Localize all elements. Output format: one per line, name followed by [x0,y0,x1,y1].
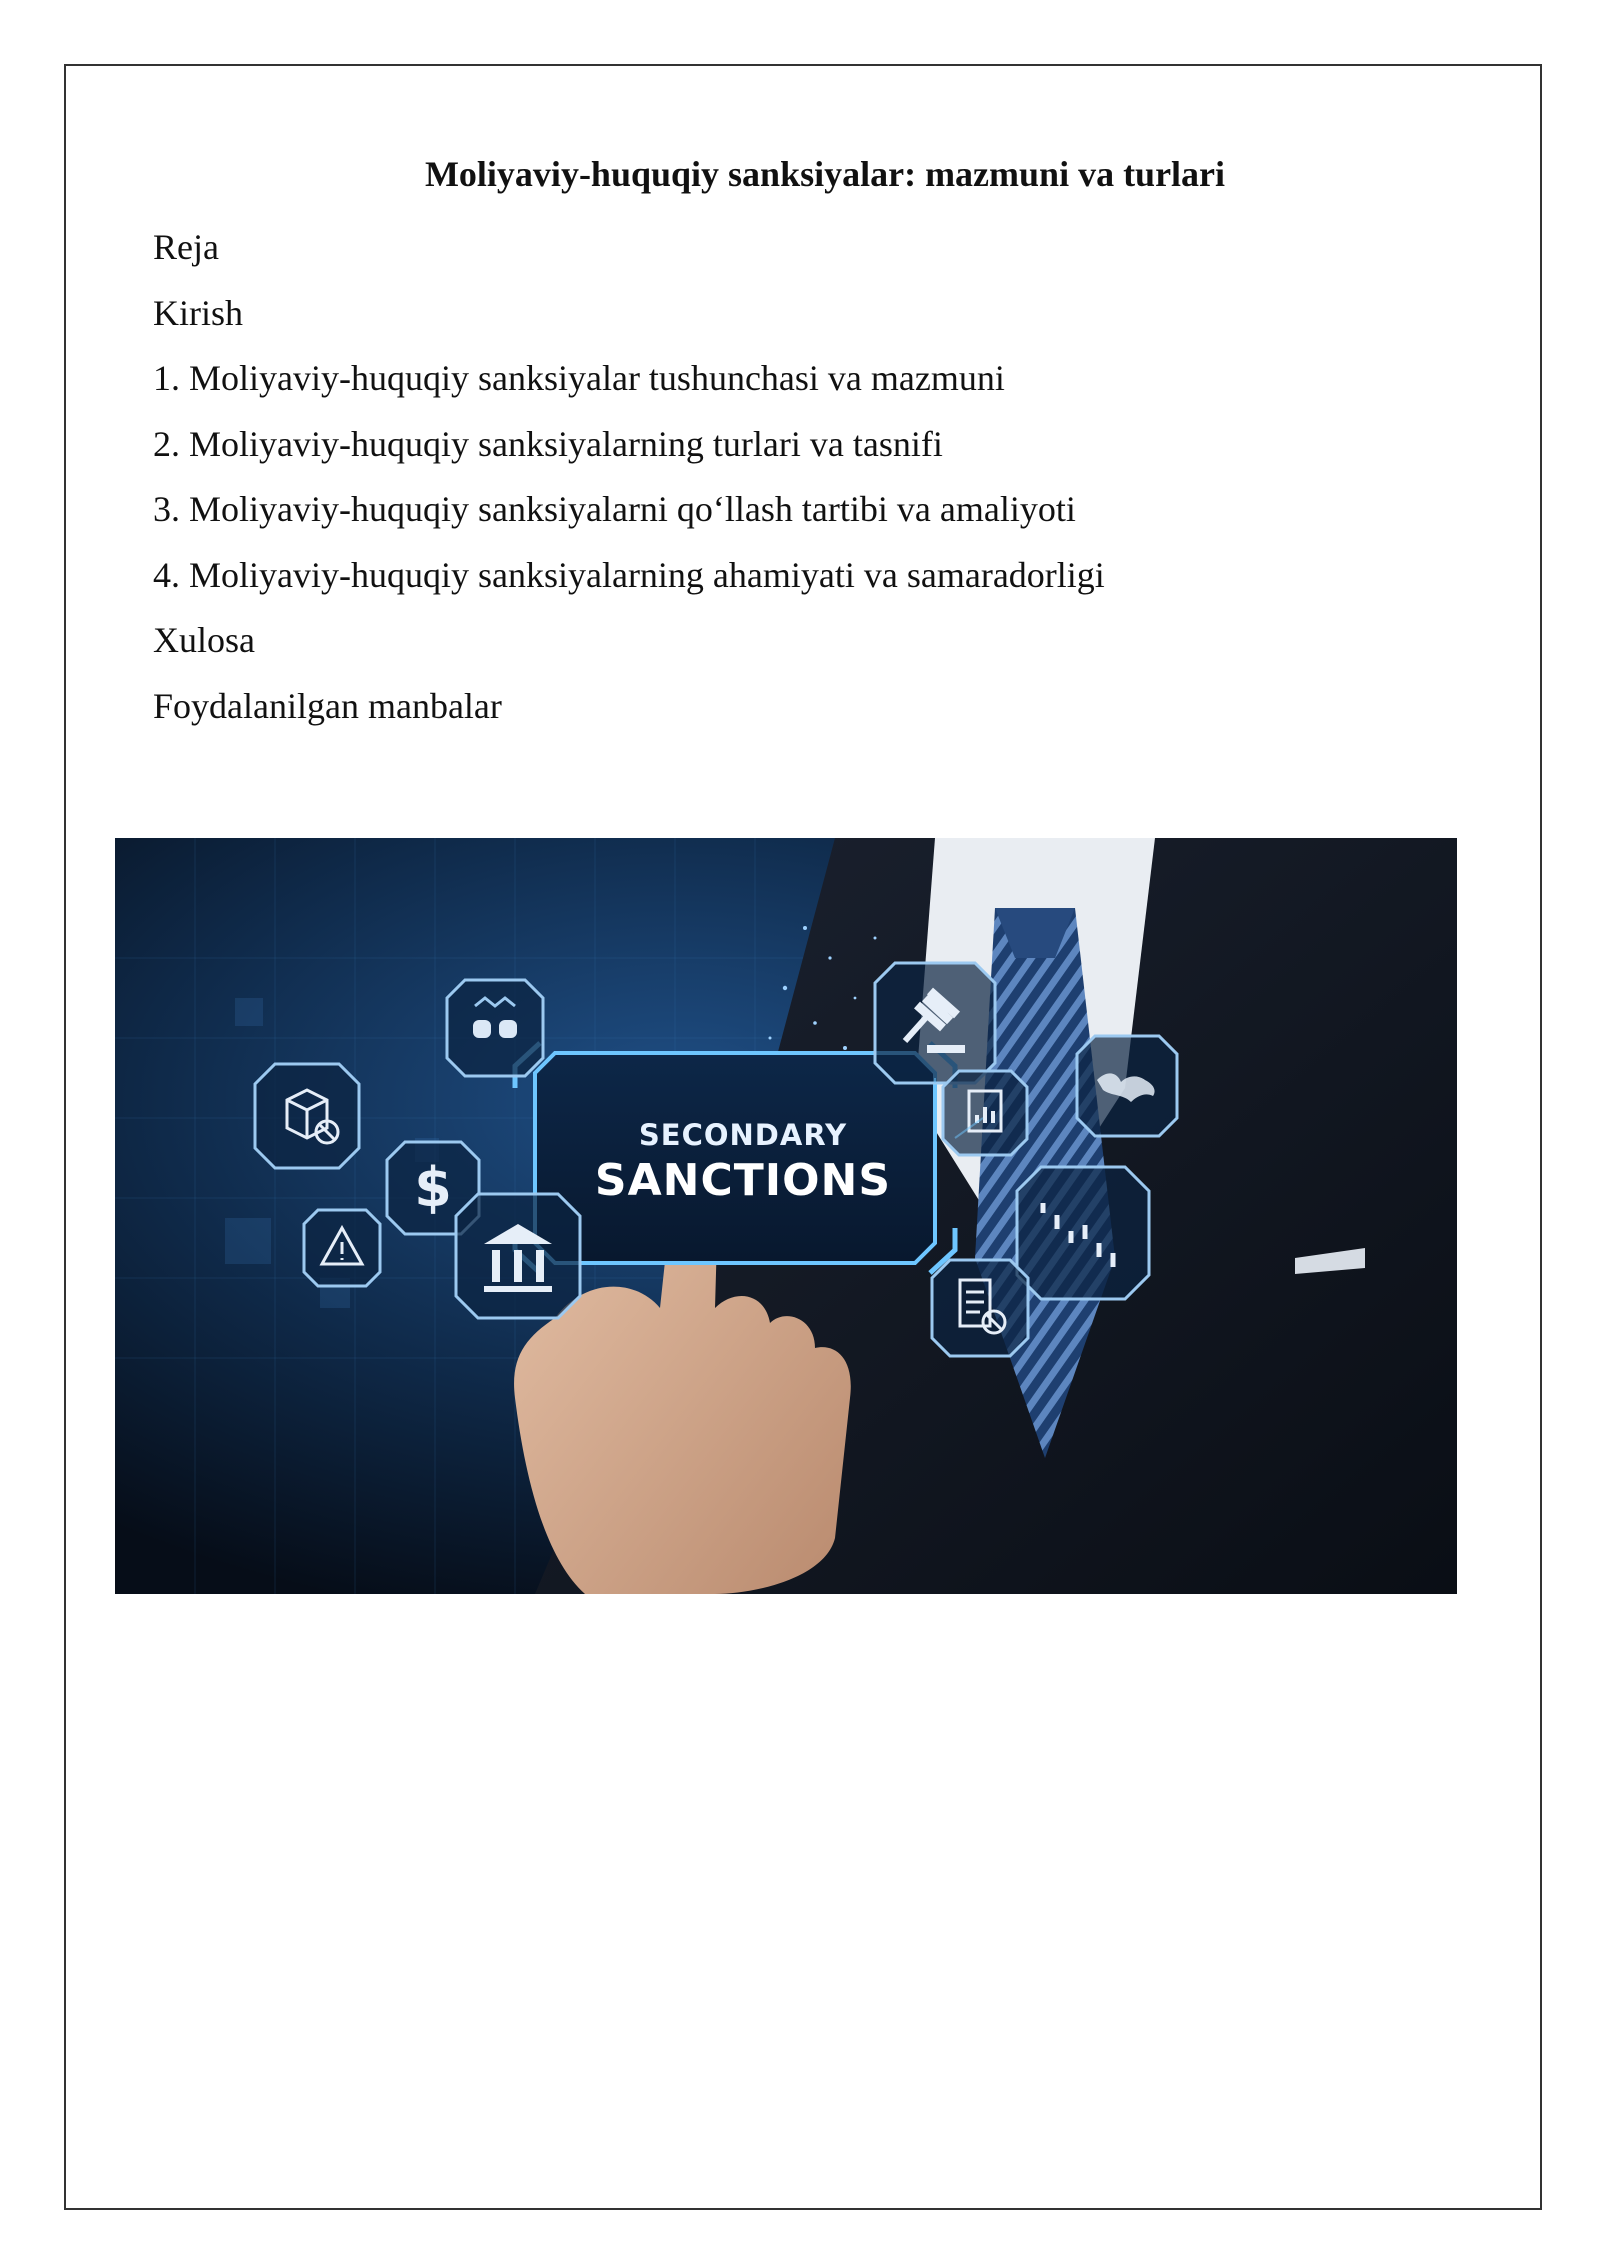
stock-chart-icon [1017,1167,1149,1299]
bank-icon [456,1194,580,1318]
outline-item: Reja [153,227,219,267]
report-chart-icon [943,1071,1027,1155]
outline-list [153,215,1105,739]
figure-line1: SECONDARY [638,1118,848,1152]
world-map-icon [1077,1036,1177,1136]
outline-item: Xulosa [153,620,255,660]
blocked-package-icon [255,1064,359,1168]
blocked-document-icon [932,1260,1028,1356]
outline-item: Kirish [153,292,243,333]
outline-item: Foydalanilgan manbalar [153,685,502,726]
boxing-gloves-icon [447,980,543,1076]
warning-icon [304,1210,380,1286]
outline-item: 1. Moliyaviy-huquqiy sanksiyalar tushunchasi va mazmuni [153,358,1005,398]
svg-text:$: $ [414,1156,452,1219]
document-title: Moliyaviy-huquqiy sanksiyalar: mazmuni va turlari [424,154,1226,194]
outline-item: 2. Moliyaviy-huquqiy sanksiyalarning turlari va tasnifi [153,423,943,464]
figure-line2: SANCTIONS [594,1155,892,1206]
outline-item: 4. Moliyaviy-huquqiy sanksiyalarning ahamiyati va samaradorligi [153,554,1105,595]
outline-item: 3. Moliyaviy-huquqiy sanksiyalarni qo‘llash tartibi va amaliyoti [153,489,1076,529]
sanctions-illustration [115,838,1457,1594]
gavel-icon [875,963,995,1083]
